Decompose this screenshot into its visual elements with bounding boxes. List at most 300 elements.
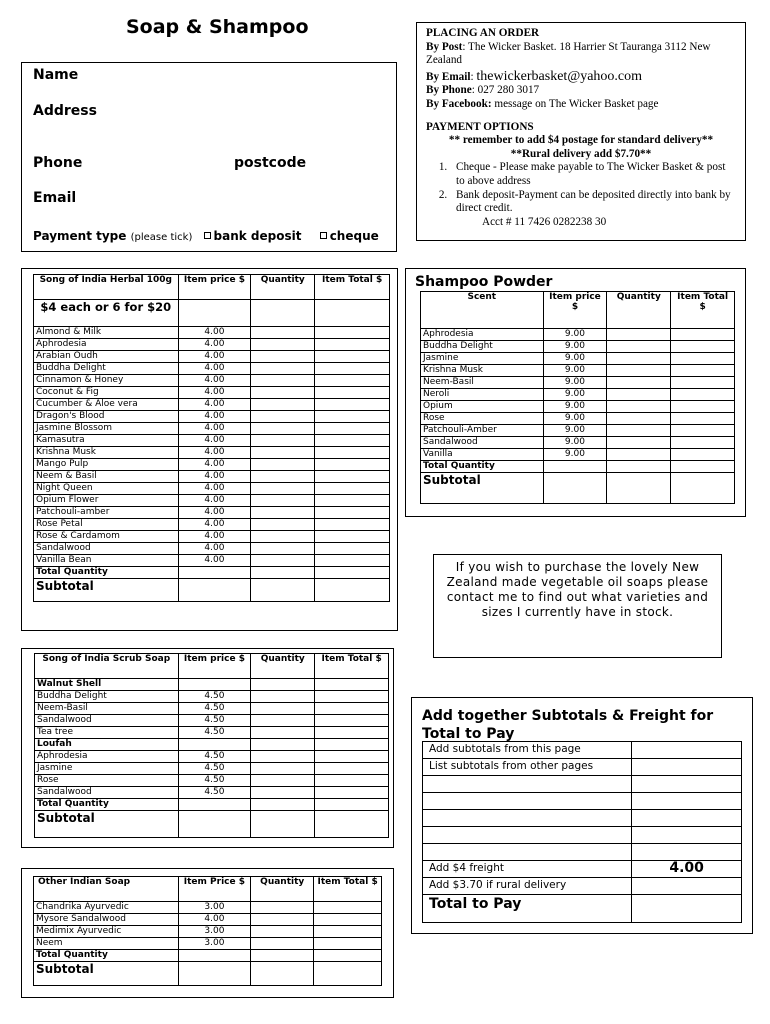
herbal-product-name: Krishna Musk [34, 447, 179, 459]
scrub-item-price: 4.50 [178, 775, 251, 787]
herbal-product-name: Buddha Delight [34, 363, 179, 375]
herbal-item-total-input[interactable] [315, 411, 390, 423]
herbal-row [34, 507, 390, 519]
herbal-quantity-input[interactable] [251, 327, 315, 339]
herbal-quantity-input[interactable] [251, 471, 315, 483]
herbal-quantity-input[interactable] [251, 459, 315, 471]
herbal-product-name: Aphrodesia [34, 339, 179, 351]
herbal-row [34, 543, 390, 555]
empty-cell [423, 810, 632, 827]
herbal-quantity-input[interactable] [251, 351, 315, 363]
shampoo-item-price: 9.00 [543, 389, 607, 401]
shampoo-col-total: Item Total $ [671, 292, 735, 329]
other-row [34, 902, 382, 914]
total-blank-row [423, 776, 742, 793]
herbal-quantity-input[interactable] [251, 375, 315, 387]
empty-cell [423, 776, 632, 793]
shampoo-total-qty-label: Total Quantity [421, 461, 544, 473]
shampoo-quantity-input[interactable] [607, 377, 671, 389]
shampoo-row [421, 353, 735, 365]
subtotals-this-page-input[interactable] [632, 742, 742, 759]
herbal-row [34, 399, 390, 411]
herbal-item-price: 4.00 [178, 507, 251, 519]
scrub-group-loufah [35, 739, 389, 751]
herbal-quantity-input[interactable] [251, 423, 315, 435]
other-quantity-input[interactable] [251, 914, 314, 926]
email-line [426, 70, 736, 85]
shampoo-col-scent: Scent [421, 292, 544, 329]
empty-cell [543, 473, 607, 504]
empty-cell [251, 811, 315, 838]
herbal-product-name: Rose & Cardamom [34, 531, 179, 543]
empty-cell [671, 461, 735, 473]
herbal-quantity-input[interactable] [251, 387, 315, 399]
herbal-offer-row [34, 300, 390, 327]
shampoo-row [421, 413, 735, 425]
payment-hint: (please tick) [130, 232, 193, 243]
empty-cell [315, 567, 390, 579]
total-blank-row [423, 844, 742, 861]
herbal-item-total-input[interactable] [315, 387, 390, 399]
shampoo-item-total-input[interactable] [671, 437, 735, 449]
herbal-quantity-input[interactable] [251, 435, 315, 447]
shampoo-header-row [421, 292, 735, 329]
scrub-subtotal-input[interactable] [315, 811, 389, 838]
page-title: Soap & Shampoo [126, 16, 309, 38]
scrub-quantity-input[interactable] [251, 727, 315, 739]
shampoo-product-name: Rose [421, 413, 544, 425]
empty-cell [178, 579, 251, 602]
herbal-subtotal-input[interactable] [315, 579, 390, 602]
scrub-row [35, 763, 389, 775]
herbal-quantity-input[interactable] [251, 339, 315, 351]
shampoo-item-total-input[interactable] [671, 353, 735, 365]
empty-cell [251, 579, 315, 602]
shampoo-item-total-input[interactable] [671, 377, 735, 389]
empty-cell [607, 473, 671, 504]
herbal-col-total: Item Total $ [315, 275, 390, 300]
herbal-item-total-input[interactable] [315, 363, 390, 375]
scrub-product-name: Sandalwood [35, 787, 179, 799]
scrub-group-walnut [35, 679, 389, 691]
herbal-row [34, 435, 390, 447]
shampoo-product-name: Patchouli-Amber [421, 425, 544, 437]
scrub-row [35, 775, 389, 787]
payment-type-row [33, 229, 379, 243]
herbal-item-price: 4.00 [178, 495, 251, 507]
scrub-row [35, 727, 389, 739]
herbal-item-price: 4.00 [178, 519, 251, 531]
bank-deposit-label: bank deposit [213, 229, 302, 243]
scrub-quantity-input[interactable] [251, 787, 315, 799]
empty-cell [315, 300, 390, 327]
freight-value: 4.00 [632, 861, 742, 878]
scrub-product-name: Aphrodesia [35, 751, 179, 763]
other-subtotal-input[interactable] [314, 962, 382, 986]
herbal-row [34, 471, 390, 483]
scrub-product-name: Rose [35, 775, 179, 787]
other-product-name: Mysore Sandalwood [34, 914, 179, 926]
scrub-quantity-input[interactable] [251, 763, 315, 775]
other-subtotal-row [34, 962, 382, 986]
shampoo-total-qty-input[interactable] [607, 461, 671, 473]
shampoo-col-price: Item price $ [543, 292, 607, 329]
herbal-product-name: Opium Flower [34, 495, 179, 507]
cheque-label: cheque [329, 229, 379, 243]
blank-input[interactable] [632, 810, 742, 827]
herbal-item-price: 4.00 [178, 555, 251, 567]
post-text: : The Wicker Basket. 18 Harrier St Tauranga 3112 New Zealand [426, 40, 711, 67]
shampoo-item-price: 9.00 [543, 353, 607, 365]
scrub-product-name: Tea tree [35, 727, 179, 739]
scrub-product-name: Jasmine [35, 763, 179, 775]
herbal-item-total-input[interactable] [315, 399, 390, 411]
herbal-item-total-input[interactable] [315, 459, 390, 471]
herbal-row [34, 411, 390, 423]
shampoo-item-total-input[interactable] [671, 341, 735, 353]
phone-label: Phone [33, 155, 83, 171]
email-method-label: By Email [426, 70, 471, 83]
scrub-row [35, 715, 389, 727]
herbal-product-name: Coconut & Fig [34, 387, 179, 399]
shampoo-item-total-input[interactable] [671, 389, 735, 401]
herbal-item-price: 4.00 [178, 411, 251, 423]
shampoo-row [421, 401, 735, 413]
shampoo-quantity-input[interactable] [607, 365, 671, 377]
scrub-item-total-input[interactable] [315, 691, 389, 703]
herbal-item-total-input[interactable] [315, 471, 390, 483]
other-item-price: 3.00 [178, 938, 251, 950]
herbal-quantity-input[interactable] [251, 507, 315, 519]
scrub-quantity-input[interactable] [251, 715, 315, 727]
phone-number: : 027 280 3017 [471, 84, 540, 97]
other-item-total-input[interactable] [314, 938, 382, 950]
shampoo-quantity-input[interactable] [607, 425, 671, 437]
herbal-quantity-input[interactable] [251, 555, 315, 567]
blank-input[interactable] [632, 793, 742, 810]
scrub-col-product: Song of India Scrub Soap [35, 654, 179, 679]
scrub-item-total-input[interactable] [315, 727, 389, 739]
shampoo-quantity-input[interactable] [607, 353, 671, 365]
herbal-item-total-input[interactable] [315, 531, 390, 543]
phone-line [426, 84, 736, 98]
herbal-product-name: Night Queen [34, 483, 179, 495]
other-col-total: Item Total $ [314, 877, 382, 902]
shampoo-item-total-input[interactable] [671, 425, 735, 437]
scrub-total-qty-row [35, 799, 389, 811]
other-row [34, 926, 382, 938]
herbal-row [34, 447, 390, 459]
empty-cell [314, 950, 382, 962]
scrub-product-name: Neem-Basil [35, 703, 179, 715]
herbal-quantity-input[interactable] [251, 447, 315, 459]
shampoo-item-price: 9.00 [543, 329, 607, 341]
scrub-item-price: 4.50 [178, 751, 251, 763]
shampoo-product-name: Vanilla [421, 449, 544, 461]
herbal-item-total-input[interactable] [315, 327, 390, 339]
shampoo-quantity-input[interactable] [607, 341, 671, 353]
empty-cell [423, 844, 632, 861]
cheque-checkbox[interactable] [320, 232, 327, 239]
herbal-item-price: 4.00 [178, 483, 251, 495]
herbal-product-name: Jasmine Blossom [34, 423, 179, 435]
subtotals-other-pages-input[interactable] [632, 759, 742, 776]
blank-input[interactable] [632, 844, 742, 861]
herbal-item-total-input[interactable] [315, 339, 390, 351]
shampoo-product-name: Jasmine [421, 353, 544, 365]
herbal-product-name: Sandalwood [34, 543, 179, 555]
name-label: Name [33, 67, 79, 83]
shampoo-quantity-input[interactable] [607, 449, 671, 461]
shampoo-product-name: Neem-Basil [421, 377, 544, 389]
herbal-row [34, 459, 390, 471]
shampoo-row [421, 389, 735, 401]
herbal-total-qty-row [34, 567, 390, 579]
rural-input[interactable] [632, 878, 742, 895]
herbal-subtotal-row [34, 579, 390, 602]
empty-cell [178, 567, 251, 579]
shampoo-quantity-input[interactable] [607, 413, 671, 425]
scrub-item-total-input[interactable] [315, 751, 389, 763]
scrub-product-name: Buddha Delight [35, 691, 179, 703]
other-col-qty: Quantity [251, 877, 314, 902]
herbal-offer: $4 each or 6 for $20 [34, 300, 179, 327]
herbal-row [34, 327, 390, 339]
herbal-item-price: 4.00 [178, 435, 251, 447]
scrub-item-total-input[interactable] [315, 715, 389, 727]
herbal-item-price: 4.00 [178, 351, 251, 363]
shampoo-item-price: 9.00 [543, 401, 607, 413]
other-item-price: 3.00 [178, 902, 251, 914]
empty-cell [315, 739, 389, 751]
other-header-row [34, 877, 382, 902]
herbal-item-total-input[interactable] [315, 351, 390, 363]
account-number: Acct # 11 7426 0282238 30 [482, 215, 607, 228]
shampoo-row [421, 437, 735, 449]
other-total-qty-input[interactable] [251, 950, 314, 962]
other-quantity-input[interactable] [251, 938, 314, 950]
herbal-item-total-input[interactable] [315, 435, 390, 447]
total-to-pay-input[interactable] [632, 895, 742, 923]
other-item-total-input[interactable] [314, 926, 382, 938]
total-to-pay-label: Total to Pay [423, 895, 632, 923]
rural-row [423, 878, 742, 895]
empty-cell [251, 300, 315, 327]
shampoo-subtotal-label: Subtotal [421, 473, 544, 504]
other-soap-table [33, 876, 382, 986]
bank-deposit-checkbox[interactable] [204, 232, 211, 239]
postage-note: ** remember to add $4 postage for standard delivery** [448, 134, 714, 147]
scrub-subtotal-row [35, 811, 389, 838]
shampoo-quantity-input[interactable] [607, 329, 671, 341]
shampoo-item-price: 9.00 [543, 377, 607, 389]
herbal-header-row [34, 275, 390, 300]
herbal-product-name: Arabian Oudh [34, 351, 179, 363]
herbal-quantity-input[interactable] [251, 399, 315, 411]
scrub-item-total-input[interactable] [315, 775, 389, 787]
scrub-group-walnut-label: Walnut Shell [35, 679, 179, 691]
shampoo-row [421, 449, 735, 461]
shampoo-product-name: Buddha Delight [421, 341, 544, 353]
scrub-item-price: 4.50 [178, 715, 251, 727]
email-separator: : [470, 70, 477, 83]
scrub-item-price: 4.50 [178, 691, 251, 703]
scrub-item-price: 4.50 [178, 787, 251, 799]
other-item-price: 4.00 [178, 914, 251, 926]
shampoo-item-total-input[interactable] [671, 365, 735, 377]
shampoo-col-qty: Quantity [607, 292, 671, 329]
other-item-total-input[interactable] [314, 914, 382, 926]
herbal-quantity-input[interactable] [251, 483, 315, 495]
shampoo-subtotal-row [421, 473, 735, 504]
herbal-soap-table [33, 274, 390, 602]
scrub-quantity-input[interactable] [251, 691, 315, 703]
herbal-subtotal-label: Subtotal [34, 579, 179, 602]
scrub-quantity-input[interactable] [251, 751, 315, 763]
freight-label: Add $4 freight [423, 861, 632, 878]
shampoo-quantity-input[interactable] [607, 401, 671, 413]
payment-type-label: Payment type [33, 229, 127, 243]
scrub-quantity-input[interactable] [251, 703, 315, 715]
other-col-product: Other Indian Soap [34, 877, 179, 902]
scrub-col-qty: Quantity [251, 654, 315, 679]
empty-cell [423, 827, 632, 844]
herbal-product-name: Kamasutra [34, 435, 179, 447]
scrub-item-total-input[interactable] [315, 787, 389, 799]
rural-label: Add $3.70 if rural delivery [423, 878, 632, 895]
other-row [34, 938, 382, 950]
total-row-this-page [423, 742, 742, 759]
herbal-product-name: Dragon's Blood [34, 411, 179, 423]
shampoo-quantity-input[interactable] [607, 437, 671, 449]
empty-cell [178, 739, 251, 751]
herbal-row [34, 495, 390, 507]
empty-cell [178, 679, 251, 691]
herbal-row [34, 363, 390, 375]
other-product-name: Chandrika Ayurvedic [34, 902, 179, 914]
herbal-quantity-input[interactable] [251, 411, 315, 423]
empty-cell [178, 950, 251, 962]
empty-cell [251, 739, 315, 751]
herbal-item-price: 4.00 [178, 531, 251, 543]
total-title: Add together Subtotals & Freight for Total to Pay [422, 708, 714, 742]
address-label: Address [33, 103, 97, 119]
scrub-product-name: Sandalwood [35, 715, 179, 727]
other-quantity-input[interactable] [251, 926, 314, 938]
shampoo-product-name: Aphrodesia [421, 329, 544, 341]
scrub-col-price: Item price $ [178, 654, 251, 679]
email-address[interactable]: thewickerbasket@yahoo.com [476, 68, 643, 84]
other-quantity-input[interactable] [251, 902, 314, 914]
order-info-box [416, 22, 746, 241]
blank-input[interactable] [632, 827, 742, 844]
scrub-group-loufah-label: Loufah [35, 739, 179, 751]
shampoo-row [421, 329, 735, 341]
herbal-item-total-input[interactable] [315, 495, 390, 507]
herbal-item-price: 4.00 [178, 459, 251, 471]
shampoo-item-price: 9.00 [543, 437, 607, 449]
herbal-item-total-input[interactable] [315, 519, 390, 531]
herbal-item-total-input[interactable] [315, 423, 390, 435]
herbal-product-name: Cinnamon & Honey [34, 375, 179, 387]
scrub-item-total-input[interactable] [315, 763, 389, 775]
herbal-col-qty: Quantity [251, 275, 315, 300]
shampoo-product-name: Krishna Musk [421, 365, 544, 377]
herbal-quantity-input[interactable] [251, 363, 315, 375]
herbal-item-total-input[interactable] [315, 375, 390, 387]
scrub-col-total: Item Total $ [315, 654, 389, 679]
herbal-quantity-input[interactable] [251, 531, 315, 543]
other-total-qty-label: Total Quantity [34, 950, 179, 962]
empty-cell [251, 679, 315, 691]
shampoo-quantity-input[interactable] [607, 389, 671, 401]
herbal-total-qty-label: Total Quantity [34, 567, 179, 579]
herbal-item-price: 4.00 [178, 339, 251, 351]
scrub-header-row [35, 654, 389, 679]
shampoo-item-total-input[interactable] [671, 413, 735, 425]
subtotals-other-pages-label: List subtotals from other pages [423, 759, 632, 776]
herbal-item-price: 4.00 [178, 423, 251, 435]
shampoo-item-total-input[interactable] [671, 329, 735, 341]
facebook-text: message on The Wicker Basket page [491, 97, 659, 110]
total-to-pay-row [423, 895, 742, 923]
herbal-product-name: Patchouli-amber [34, 507, 179, 519]
scrub-quantity-input[interactable] [251, 775, 315, 787]
herbal-item-price: 4.00 [178, 327, 251, 339]
empty-cell [178, 962, 251, 986]
herbal-quantity-input[interactable] [251, 495, 315, 507]
scrub-item-total-input[interactable] [315, 703, 389, 715]
shampoo-row [421, 365, 735, 377]
herbal-item-price: 4.00 [178, 399, 251, 411]
shampoo-item-price: 9.00 [543, 425, 607, 437]
herbal-row [34, 531, 390, 543]
herbal-item-price: 4.00 [178, 375, 251, 387]
scrub-row [35, 703, 389, 715]
herbal-col-product: Song of India Herbal 100g [34, 275, 179, 300]
herbal-row [34, 519, 390, 531]
shampoo-item-price: 9.00 [543, 449, 607, 461]
postcode-label: postcode [234, 155, 307, 171]
shampoo-item-total-input[interactable] [671, 449, 735, 461]
shampoo-item-total-input[interactable] [671, 401, 735, 413]
herbal-item-total-input[interactable] [315, 543, 390, 555]
scrub-item-price: 4.50 [178, 703, 251, 715]
total-table [422, 741, 742, 923]
herbal-item-total-input[interactable] [315, 447, 390, 459]
herbal-col-price: Item price $ [178, 275, 251, 300]
herbal-item-total-input[interactable] [315, 555, 390, 567]
herbal-quantity-input[interactable] [251, 519, 315, 531]
shampoo-total-qty-row [421, 461, 735, 473]
herbal-quantity-input[interactable] [251, 543, 315, 555]
herbal-total-qty-input[interactable] [251, 567, 315, 579]
payment-options-heading: PAYMENT OPTIONS [426, 120, 534, 133]
herbal-item-total-input[interactable] [315, 507, 390, 519]
other-item-total-input[interactable] [314, 902, 382, 914]
herbal-item-total-input[interactable] [315, 483, 390, 495]
shampoo-row [421, 341, 735, 353]
scrub-total-qty-input[interactable] [251, 799, 315, 811]
shampoo-subtotal-input[interactable] [671, 473, 735, 504]
herbal-product-name: Rose Petal [34, 519, 179, 531]
rural-note: **Rural delivery add $7.70** [510, 147, 652, 160]
herbal-row [34, 375, 390, 387]
herbal-row [34, 423, 390, 435]
herbal-row [34, 483, 390, 495]
blank-input[interactable] [632, 776, 742, 793]
scrub-subtotal-label: Subtotal [35, 811, 179, 838]
